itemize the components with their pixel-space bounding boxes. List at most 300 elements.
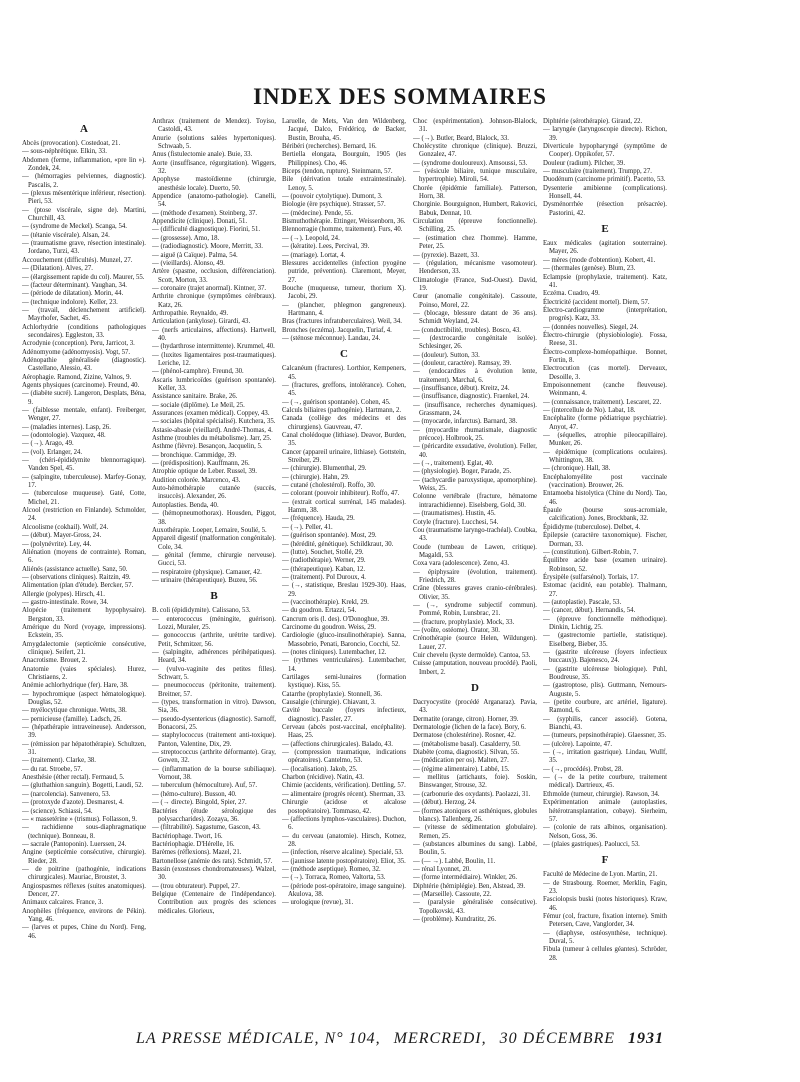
index-entry: — (→, traitement). Eglat, 40.	[413, 460, 494, 468]
index-entry: Électro-complexe-homéopathique. Bonnet, Fortin, 8.	[543, 348, 667, 364]
index-entry: Anacrotisme. Brouet, 2.	[22, 657, 88, 665]
index-entry: Cou (traumatisme laryngo-trachéal). Coubka, 43.	[413, 526, 537, 543]
index-entry: Anophèles (fréquence, environs de Pékin). Yang, 46.	[22, 907, 146, 923]
index-entry: Arthropathie. Reynaldo, 49.	[152, 309, 229, 317]
index-column-5	[543, 118, 667, 1043]
index-entry: Faculté de Médecine de Lyon. Martin, 21.	[543, 871, 658, 879]
index-entry: Assistance sanitaire. Brake, 26.	[152, 393, 238, 401]
index-entry: Eclampsie (prophylaxie, traitement). Katz, 41.	[543, 273, 667, 289]
index-entry: Cartilages semi-lunaires (formation kystique). Kiss, 55.	[282, 674, 406, 690]
index-entry: — (prédisposition). Kauffmann, 26.	[152, 460, 250, 468]
index-entry: — (rythmes ventriculaires). Lutembacher, 14.	[282, 657, 406, 673]
index-entry: — (technique indolore). Keller, 23.	[22, 298, 118, 306]
index-column-2	[152, 118, 276, 1043]
index-entry: — mères (mode d'obtention). Kobert, 41.	[543, 256, 656, 264]
index-entry: Calculs biliaires (pathogénie). Hartmann, 2.	[282, 407, 402, 414]
index-entry: — (polynévrite). Ley, 44.	[22, 540, 92, 548]
index-entry: Ascaris lumbricoïdes (guérison spontanée). Keller, 33.	[152, 376, 276, 392]
index-entry: Blennorragie (homme, traitement). Furs, 40.	[282, 226, 403, 234]
index-entry: — rachidienne sous-diaphragmatique (technique). Bonneau, 8.	[22, 824, 146, 840]
index-entry: Circulation (épreuve fonctionnelle). Schilling, 25.	[413, 218, 537, 234]
index-entry: — (colonie de rats albinos, organisation). Nelson, Goss, 36.	[543, 824, 667, 840]
index-entry: Angiospasmes réflexes (suites anatomiques). Dencer, 27.	[22, 882, 146, 898]
index-entry: — génital (femme, chirurgie nerveuse). Gucci, 53.	[152, 551, 276, 568]
index-entry: — (estimation chez l'homme). Hamme, Peter, 25.	[413, 234, 537, 251]
index-entry: — (→ de la petite courbure, traitement médical). Dartrieux, 45.	[543, 774, 667, 790]
index-entry: — (insuffisance, début). Kreitz, 24.	[413, 385, 510, 392]
index-entry: Cavité buccale (foyers infectieux, diagnostic). Passler, 27.	[282, 707, 406, 723]
index-entry: Electrocution (cas mortel). Derveaux, Desoille, 3.	[543, 365, 667, 381]
index-entry: — (guérison spontanée). Most, 29.	[282, 532, 377, 540]
index-entry: Abcès (provocation). Costedoat, 21.	[22, 140, 121, 147]
index-entry: Cœur (anomalie congénitale). Cassoute, Poinso, Morel, 22.	[413, 293, 537, 309]
index-entry: Bactériophagie. D'Hérelle, 16.	[152, 840, 235, 848]
index-entry: — gonococcus (arthrite, urétrite tardive). Petit, Schmitzer, 56.	[152, 632, 276, 648]
index-entry: Bartonellose (anémie des rats). Schmidt, 57.	[152, 857, 273, 865]
index-entry: Diverticule hypopharyngé (symptôme de Cooper). Oppikofer, 57.	[543, 143, 667, 159]
index-entry: — (médecine). Pende, 55.	[282, 209, 353, 217]
index-entry: — (chirurgie). Hahn, 29.	[282, 473, 350, 481]
index-entry: Biceps (tendon, rupture). Steinmann, 57.	[282, 168, 393, 176]
index-entry: Bouche (muqueuse, tumeur, thorium X). Jacobi, 29.	[282, 284, 406, 301]
index-entry: — aiguë (à Caïque). Palma, 54.	[152, 251, 238, 259]
index-entry: Asthme (fièvre). Besançon, Jacquelin, 5.	[152, 443, 263, 451]
index-entry: — (→, statistique, Breslau 1929-30). Haas, 29.	[282, 582, 406, 598]
index-entry: Laruelle, de Mets, Van den Wildenberg, Jacqué, Dalco, Frédéricq, de Backer, Bustin, Brouha, 45.	[282, 118, 406, 142]
index-entry: Catarrhe (prophylaxie). Stonnell, 36.	[282, 690, 383, 698]
index-entry: — (thermales (genèse). Blum, 23.	[543, 265, 636, 273]
index-entry: Assurances (examen médical). Coppey, 43.	[152, 410, 270, 418]
section-letter: A	[80, 123, 88, 135]
index-entry: — (hémo-culture). Busson, 40.	[152, 790, 237, 798]
index-entry: — (rémission par hépatothérapie). Schultzen, 31.	[22, 740, 146, 757]
index-entry: — (faiblesse mentale, enfant). Freiberger, Wenger, 27.	[22, 407, 146, 423]
index-entry: — (fréquence). Hauda, 29.	[282, 515, 355, 523]
index-entry: Dermatose (cholestérine). Rosner, 42.	[413, 732, 516, 740]
index-entry: — (connaissance, traitement). Lescaret, 22.	[543, 398, 662, 406]
index-entry: — (types, transformation in vitro). Dawson, Sia, 36.	[152, 699, 276, 715]
index-entry: — (paralysie généralisée consécutive). Topolkovski, 43.	[413, 899, 537, 915]
index-entry: — (chronique). Hall, 38.	[543, 465, 611, 473]
index-entry: — (problème). Kundratitz, 26.	[413, 915, 497, 923]
index-entry: — (intercellule de No). Labat, 18.	[543, 407, 636, 414]
index-entry: Aliénation (moyens de contrainte). Roman, 6.	[22, 548, 146, 565]
index-entry: — (voûte, ostéome). Orator, 30.	[413, 626, 500, 634]
index-entry: — (hérédité, génétique). Schildkraut, 30.	[282, 540, 394, 548]
index-entry: — (mariage). Lortat, 4.	[282, 251, 346, 259]
index-entry: — (gastrite ulcéreuse biologique). Puhl, Boudreuse, 35.	[543, 665, 667, 681]
index-entry: — du rat. Stroebe, 57.	[22, 765, 83, 773]
index-entry: Carcinome du goudron. Weiss, 29.	[282, 623, 376, 631]
index-entry: — (travail, déclenchement artificiel). Mayrhofer, Sachet, 45.	[22, 306, 146, 323]
index-entry: — (maladies internes). Lasp, 26.	[22, 423, 111, 431]
index-entry: Estomac (acidité, eau potable). Thalmann, 27.	[543, 582, 667, 598]
index-entry: Dacryocystite (procédé Arganaraz). Pavia, 43.	[413, 699, 537, 715]
index-entry: — colorant (pouvoir inhibiteur). Roffo, 47.	[282, 490, 400, 498]
index-entry: Cotyle (fracture). Lucchesi, 54.	[413, 518, 499, 526]
index-entry: Chorginie. Bourguignon, Humbert, Rakovici, Babuk, Dennat, 10.	[413, 201, 537, 217]
index-entry: — (traumatismes). Hustin, 45.	[413, 510, 496, 518]
index-entry: — (→). Arago, 49.	[22, 440, 74, 448]
index-entry: — (douleur). Sutton, 33.	[413, 351, 480, 359]
index-entry: — (radiothérapie). Werner, 29.	[282, 557, 366, 565]
index-entry: — cutané (cholestérol). Roffo, 30.	[282, 482, 376, 490]
index-entry: — du cerveau (anatomie). Hirsch, Kotnez, 28.	[282, 832, 406, 848]
index-entry: — enterococcus (méningite, guérison). Lozzi, Muraler, 25.	[152, 615, 276, 631]
index-entry: — (forme intermédiaire). Winkler, 26.	[413, 874, 518, 882]
index-entry: Alcoolisme (cokhail). Wolf, 24.	[22, 523, 109, 531]
index-entry: — (grossesse). Amo, 18.	[152, 234, 220, 242]
index-entry: — mellitus (artichauts, foie). Soskin, Binswanger, Strouse, 32.	[413, 774, 537, 790]
index-entry: — (autoplastie). Pascale, 53.	[543, 598, 622, 606]
index-entry: Canal cholédoque (lithiase). Deavor, Burden, 35.	[282, 432, 406, 448]
index-entry: — (→ directe). Bingold, Spier, 27.	[152, 799, 247, 807]
index-entry: Eaux médicales (agitation souterraine). Mayer, 26.	[543, 240, 667, 256]
index-entry: — (conductibilité, troubles). Bosco, 43.	[413, 326, 521, 334]
index-entry: — (syphilis, cancer associé). Gotena, Bianchi, 43.	[543, 715, 667, 732]
index-entry: Bismuthothérapie. Ettinger, Weissenborn, 36.	[282, 218, 406, 226]
index-entry: — (narcolencia). Sanvenero, 53.	[22, 790, 111, 798]
index-entry: — (données nouvelles). Siegel, 24.	[543, 323, 639, 331]
index-entry: — (salpingite, adhérences périhépatiques). Heard, 34.	[152, 648, 276, 665]
index-entry: — (radiodiagnostic). Moore, Merritt, 33.	[152, 243, 263, 251]
index-entry: Diphtérie (hémiplégie). Ben, Alstead, 39.	[413, 882, 526, 890]
index-entry: — (nerfs articulaires, affections). Hartwell, 40.	[152, 326, 276, 342]
index-entry: — (insuffisance, recherches dynamiques). Grassmann, 24.	[413, 401, 537, 418]
index-entry: — (compression traumatique, indications opératoires). Cantelmo, 53.	[282, 749, 406, 765]
index-entry: — (ptose viscérale, signe de). Martini, Churchill, 43.	[22, 206, 146, 223]
index-entry: Anurie (solutions salées hypertoniques). Schwaab, 5.	[152, 134, 276, 151]
index-entry: Climatologie (France, Sud-Ouest). David, 19.	[413, 276, 537, 292]
index-entry: — (odontologie). Vazquez, 48.	[22, 432, 106, 440]
index-entry: Crénothérapie (source Helen, Wildungen). Lauer, 27.	[413, 635, 537, 651]
index-entry: — (plancher, phlegmon gangreneux). Hartmann, 4.	[282, 301, 406, 317]
index-entry: Bactéries (étude sérologique des polysaccharides). Zozaya, 36.	[152, 807, 276, 823]
index-column-3	[282, 118, 406, 1043]
index-entry: Fasciolopsis buski (notes historiques). Kraw, 46.	[543, 896, 667, 912]
index-entry: — (plexus mésentérique inférieur, résection). Pieri, 53.	[22, 190, 146, 206]
index-entry: — (fracture, prophylaxie). Mock, 33.	[413, 618, 515, 626]
index-entry: — (traumatisme grave, résection intestinale). Jordano, Turzi, 43.	[22, 240, 146, 256]
index-column-1	[22, 118, 146, 1043]
index-entry: Dermatite (orange, citron). Horner, 39.	[413, 715, 519, 723]
index-entry: Alopécie (traitement hypophysaire). Bergston, 33.	[22, 607, 146, 623]
index-entry: Électricité (accident mortel). Diem, 57.	[543, 298, 650, 306]
index-entry: — « massetérine » (trismus). Follasson, 9.	[22, 815, 137, 823]
index-entry: Audition colorée. Marcenco, 43.	[152, 476, 241, 484]
index-entry: — streptococcus (arthrite déformante). Gray, Gowen, 32.	[152, 749, 276, 765]
index-entry: — (protoxyde d'azote). Desmarest, 4.	[22, 799, 124, 807]
index-entry: — (carbonurie des oxydants). Paolazzi, 31.	[413, 790, 531, 798]
index-entry: — (traitement). Clarke, 38.	[22, 757, 96, 765]
index-entry: — (kératite). Lees, Percival, 39.	[282, 243, 370, 251]
index-entry: — (Marseille). Cassoute, 22.	[413, 890, 492, 898]
index-entry: — (vésicule biliaire, tunique musculaire, hypertrophie). Miroli, 54.	[413, 168, 537, 184]
index-entry: Appareil digestif (malformation congénitale). Cole, 34.	[152, 535, 276, 551]
index-entry: — staphylococcus (traitement anti-toxique). Panton, Valentine, Dix, 29.	[152, 732, 276, 748]
index-entry: Électro-chirurgie (physiobiologie). Fossa, Reese, 31.	[543, 331, 667, 348]
index-entry: — (infection, réserve alcaline). Specialé, 53.	[282, 849, 404, 857]
section-letter: E	[601, 223, 609, 236]
index-entry: — (période de dilatation). Morin, 44.	[22, 290, 124, 298]
index-entry: — (extrait cortical surrénal, 145 malades). Hamm, 38.	[282, 498, 406, 515]
index-entry: — (médication per os). Malten, 27.	[413, 757, 509, 765]
index-entry: — (plaies gastriques). Paolucci, 53.	[543, 840, 640, 848]
index-entry: — (fractures, greffons, intolérance). Cohen, 45.	[282, 381, 406, 398]
index-entry: Allergie (polypes). Hirsch, 41.	[22, 590, 105, 598]
index-entry: — (petite courbure, arc artériel, ligature). Ramond, 6.	[543, 699, 667, 715]
index-entry: — épidémique (complications oculaires). Whittington, 38.	[543, 448, 667, 465]
index-entry: Calcanéum (fractures). Lorthior, Kempeners, 45.	[282, 365, 406, 381]
index-entry: Anthrax (traitement de Mendez). Toyiso, Castoldi, 43.	[152, 118, 276, 134]
index-entry: — (filtrabilité). Sagastume, Gascon, 43.	[152, 824, 261, 832]
index-entry: — (épreuve fonctionnelle méthodique). Dinkin, Lichtig, 25.	[543, 615, 667, 631]
index-entry: Béribéri (recherches). Bernard, 16.	[282, 143, 377, 151]
index-entry: — (physiologie). Boger, Parade, 25.	[413, 468, 512, 476]
index-entry: — sociales (hôpital spécialisé). Kutchera, 35.	[152, 418, 276, 426]
index-entry: — (science). Schiassi, 54.	[22, 807, 93, 815]
index-entry: Astasie-abasie (vieillard). André-Thomas, 4.	[152, 426, 273, 434]
index-entry: Adénopathie généralisée (diagnostic). Castellano, Alessio, 43.	[22, 356, 146, 373]
index-entry: — (diabète sucré). Langeron, Desplats, Béna, 9.	[22, 390, 146, 406]
index-entry: Aérophagie. Ramond, Zizine, Valnos, 9.	[22, 373, 132, 381]
index-entry: Artère (spasme, occlusion, différenciation). Scott, Morton, 33.	[152, 268, 276, 284]
index-entry: Articulation (ankylose). Girardi, 43.	[152, 318, 251, 326]
index-entry: — (hémorragies pelviennes, diagnostic). Pascalis, 2.	[22, 173, 146, 189]
index-entry: Épididyme (tuberculose). Delbet, 4.	[543, 523, 641, 531]
index-entry: — (chéri-épididymite blennorragique). Vanden Spel, 45.	[22, 457, 146, 473]
index-entry: — respiratoire (physique). Camauer, 42.	[152, 568, 262, 576]
index-entry: Abdomen (ferme, inflammation, «pre lin »). Zondek, 24.	[22, 156, 146, 173]
index-entry: — (localisation). Jakob, 25.	[282, 765, 358, 773]
index-entry: — (luxites ligamentaires post-traumatiques). Leriche, 12.	[152, 351, 276, 367]
footer-journal: LA PRESSE MÉDICALE, N° 104,	[135, 1030, 381, 1047]
index-entry: Cancrum oris (l. des). O'Donoghue, 39.	[282, 615, 390, 623]
index-entry: — rénal Lyonnet, 20.	[413, 865, 471, 873]
index-entry: — (métabolisme basal). Casalderry, 50.	[413, 740, 521, 748]
index-entry: — (gluthathion sanguin). Bogetti, Laudi, 52.	[22, 782, 144, 790]
index-entry: — (début). Herzog, 24.	[413, 799, 477, 807]
index-entry: Ethmoïde (tumeur, chirurgie). Rawson, 34.	[543, 790, 660, 798]
index-entry: Équilibre acide base (examen urinaire). Robinson, 52.	[543, 557, 667, 573]
index-entry: — (gastrite ulcéreuse (foyers infectieux buccaux)). Bajenesco, 24.	[543, 648, 667, 665]
index-entry: — (larves et pupes, Chine du Nord). Feng, 46.	[22, 924, 146, 940]
index-entry: Aliénés (assistance actuelle). Sanz, 50.	[22, 565, 128, 573]
index-entry: — (cancer, début). Hernandis, 54.	[543, 607, 636, 615]
index-entry: — (jaunisse latente postopératoire). Eliot, 35.	[282, 857, 406, 865]
index-entry: Coxa vara (adolescence). Zeno, 43.	[413, 560, 510, 568]
index-entry: — (difficulté diagnostique). Fiorini, 51.	[152, 226, 261, 234]
index-entry: — (→). Torraca, Romeo, Valtorta, 53.	[282, 874, 386, 882]
index-entry: — de poitrine (pathogénie, indications chirurgicales). Mauriac, Broustet, 3.	[22, 865, 146, 882]
index-entry: — (facteur déterminant). Vaughan, 34.	[22, 281, 127, 289]
index-entry: Appendicite (clinique). Donati, 51.	[152, 218, 248, 226]
index-entry: — pernicieuse (famille). Ladsch, 26.	[22, 715, 122, 723]
index-entry: — (régime alimentaire). Labbé, 15.	[413, 765, 510, 773]
index-entry: Expérimentation animale (autoplasties, hétérotransplantation, cobaye). Sierheim, 57.	[543, 799, 667, 823]
index-entry: — tuberculum (hémoculture). Auf, 57.	[152, 782, 258, 790]
index-entry: — (vulvo-vaginite des petites filles). Schwarr, 5.	[152, 665, 276, 681]
index-entry: — (dextrocardie congénitale isolée). Schlesinger, 26.	[413, 334, 537, 351]
index-entry: Électro-cardiogramme (interprétation, progrès). Katz, 33.	[543, 306, 667, 323]
index-entry: Appendice (anatomo-pathologie). Canelli, 54.	[152, 193, 276, 209]
index-entry: — myélocytique chronique. Wetts, 38.	[22, 707, 127, 715]
index-entry: B. coli (épididymite). Calissano, 53.	[152, 607, 251, 615]
index-entry: Barèmes (réflexions). Mazel, 21.	[152, 849, 242, 857]
index-entry: Auto-hémothérapie cutanée (succès, insuccès). Alexander, 26.	[152, 485, 276, 501]
index-entry: Colonne vertébrale (fracture, hématome intrarachidienne). Eiselsberg, Gold, 30.	[413, 493, 537, 509]
index-entry: Crâne (blessures graves cranio-cérébrales). Olivier, 35.	[413, 585, 537, 601]
index-entry: — gastro-intestinale. Rowe, 34.	[22, 598, 109, 606]
index-entry: Agents physiques (carcinome). Freund, 40.	[22, 381, 140, 389]
index-entry: Chorée (épidémie familiale). Patterson, Horn, 38.	[413, 184, 537, 201]
index-entry: Coude (tumbeau de Lawen, critique). Magaldi, 53.	[413, 543, 537, 559]
index-entry: Bertiella elongata, Bourguin, 1905 (les Philippines). Cho, 46.	[282, 151, 406, 167]
index-entry: Canada (collège des médecins et des chirurgiens). Gauvreau, 47.	[282, 415, 406, 431]
index-entry: Aorte (insuffisance, régurgitation). Wiggers, 32.	[152, 159, 276, 176]
index-entry: — (vieillards). Alonso, 49.	[152, 259, 225, 267]
index-entry: — (hémopneumothorax). Housden, Piggot, 38.	[152, 510, 276, 526]
index-entry: — pneumococcus (péritonite, traitement). Breitner, 57.	[152, 682, 276, 698]
index-entry: — (traitement). Pol Duroux, 4.	[282, 573, 367, 581]
index-entry: Achlorhydrie (conditions pathologiques secondaires). Eggleston, 33.	[22, 323, 146, 339]
index-entry: — (affections lymphos-vasculaires). Duchon, 6.	[282, 815, 406, 832]
index-entry: — laryngée (laryngoscopie directe). Richon, 39.	[543, 126, 667, 142]
index-entry: — (thérapeutique). Kaban, 12.	[282, 565, 366, 573]
index-entry: Dermatologie (lichen de la face). Bory, 6.	[413, 724, 526, 732]
index-entry: — (formes atoniques et asthéniques, globules blancs). Tallenberg, 26.	[413, 807, 537, 823]
index-entry: Choc (expérimentation). Johnson-Blalock, 31.	[413, 118, 537, 134]
index-entry: Empoisonnement (canche fleuveuse). Weinmann, 4.	[543, 381, 667, 398]
index-entry: Anesthésie (éther rectal). Fermaud, 5.	[22, 774, 125, 782]
index-entry: Épilepsie (caractère taxonomique). Fischer, Dorman, 33.	[543, 532, 667, 548]
index-entry: Fémur (col, fracture, fixation interne). Smith Petersen, Cave, Vanglorder, 34.	[543, 912, 667, 929]
index-entry: — (gastroptose, plis). Guttmann, Nemours-Auguste, 5.	[543, 682, 667, 698]
index-entry: Bile (dérivation totale extraintestinale). Lenoy, 5.	[282, 176, 406, 192]
section-letter: B	[210, 590, 218, 603]
index-entry: — (vol). Erlanger, 24.	[22, 448, 83, 456]
index-entry: Cuisse (amputation, nouveau procédé). Paoli, Imbert, 2.	[413, 660, 537, 676]
index-entry: Belgique (Centenaire de l'indépendance). Contribution aux progrès des sciences médicales. Glorieux,	[152, 890, 276, 915]
page-footer	[0, 1030, 800, 1048]
index-entry: Arthrite chronique (symptômes cérébraux). Katz, 26.	[152, 293, 276, 309]
index-entry: Douleur (radium). Pilcher, 39.	[543, 159, 626, 167]
index-entry: Duodénum (carcinome primitif). Pacetto, 53.	[543, 176, 666, 184]
index-entry: — (vitesse de sédimentation globulaire). Remen, 25.	[413, 824, 537, 840]
index-entry: — (hépathérapie intraveineuse). Andersson, 39.	[22, 724, 146, 740]
index-entry: Blessures accidentelles (infection pyogène putride, prévention). Claremont, Meyer, 27.	[282, 259, 406, 284]
index-entry: — alimentaire (progrès récent). Sherman, 33.	[282, 790, 406, 798]
index-entry: Encéphalomyélite post vaccinale (vaccination). Brouwer, 26.	[543, 473, 667, 490]
index-entry: Bassin (exostoses chondromateuses). Walzel, 30.	[152, 865, 276, 882]
page-title: INDEX DES SOMMAIRES	[253, 84, 547, 109]
index-entry: — (affections chirurgicales). Balado, 43.	[282, 740, 393, 748]
index-entry: — sociale (diplôme). Le Meil, 25.	[152, 401, 245, 409]
index-entry: — (tumeurs, pepsinothérapie). Glaessner, 35.	[543, 732, 667, 740]
index-entry: Cholécystite chronique (clinique). Bruzzi, Gonzalez, 47.	[413, 143, 537, 159]
index-entry: Acrodynie (conception). Peru, Jarricot, 3.	[22, 340, 135, 348]
index-entry: Dysenterie amibienne (complications). Honsell, 44.	[543, 184, 667, 201]
index-entry: Anémie achlorhydrique (fer). Hare, 38.	[22, 682, 129, 690]
index-entry: — musculaire (traitement). Trumpp, 27.	[543, 168, 652, 176]
index-entry: Bras (fractures infratuberculaires). Weil, 34.	[282, 318, 402, 326]
index-entry: Biologie (ère psychique). Strasser, 57.	[282, 201, 386, 209]
section-letter: D	[471, 682, 479, 695]
index-entry: — (insuffisance, diagnostic). Fraenkel, 24.	[413, 393, 530, 401]
index-entry: Anus (fistulectomie anale). Buie, 33.	[152, 151, 253, 159]
index-entry: — sacrale (Pantoponin). Luerssen, 24.	[22, 840, 127, 848]
index-entry: — (→). Peller, 41.	[282, 523, 333, 531]
index-entry: — (→, procédés). Probst, 28.	[543, 765, 624, 773]
index-entry: Érysipèle (sulfarsénol). Torlais, 17.	[543, 573, 639, 581]
section-letter: F	[601, 854, 609, 867]
index-entry: — (— →). Labbé, Boulin, 11.	[413, 857, 496, 865]
index-entry: — (→). Butler, Beard, Blalock, 33.	[413, 134, 509, 142]
index-entry: Bactériophage. Twort, 16.	[152, 832, 223, 840]
index-entry: — (régulation, mécanisme vasomoteur). Henderson, 33.	[413, 259, 537, 276]
index-entry: Atrophie optique de Leber. Russel, 39.	[152, 468, 257, 476]
index-entry: — (myocarde, infarctus). Barnard, 38.	[413, 418, 518, 426]
index-entry: — urinaire (thérapeutique). Buzeu, 56.	[152, 576, 258, 584]
index-entry: — (syndrome douloureux). Amsoussi, 53.	[413, 159, 528, 167]
footer-date: 30 DÉCEMBRE	[499, 1030, 616, 1047]
index-entry: Adénomyome (adénomyosis). Vogt, 57.	[22, 348, 131, 356]
index-entry: — (tachycardie paroxystique, apomorphine). Weiss, 25.	[413, 476, 537, 493]
index-entry: — (période post-opératoire, image sanguine). Akulova, 38.	[282, 882, 406, 898]
index-entry: — (méthode d'examen). Steinberg, 37.	[152, 209, 258, 217]
index-entry: Autoplasties. Benda, 40.	[152, 501, 219, 509]
section-letter: C	[340, 348, 348, 361]
index-entry: — (méthode aseptique). Romeo, 32.	[282, 865, 381, 873]
index-entry: — épiphysaire (évolution, traitement). Friedrich, 28.	[413, 568, 537, 584]
index-entry: Chimie (accidents, vérification). Dettling, 57.	[282, 782, 406, 790]
index-entry: — (hydarthrose intermittente). Krummel, 40.	[152, 343, 275, 351]
index-entry: — (→, irritation gastrique). Lindau, Wullf, 35.	[543, 749, 667, 765]
index-entry: — (myocardite rhumatismale, diagnostic précoce). Holbrook, 25.	[413, 426, 537, 443]
index-entry: Apophyse mastoïdienne (chirurgie, anesthésie locale). Duerto, 50.	[152, 176, 276, 192]
index-entry: Alcool (restriction en Finlande). Schmolder, 24.	[22, 507, 146, 523]
index-entry: — coronaire (trajet anormal). Kintner, 37.	[152, 284, 267, 292]
index-entry: — (Dilatation). Alves, 27.	[22, 265, 93, 273]
index-entry: Chirurgie (acidose et alcalose postopératoire). Tommaso, 42.	[282, 799, 406, 815]
index-entry: Causalgie (chirurgie). Chiavant, 3.	[282, 699, 376, 707]
index-entry: — (pyrexie). Bazett, 33.	[413, 251, 480, 259]
index-entry: — (sténose méconnue). Landau, 24.	[282, 334, 381, 342]
index-entry: — du goudron. Ertazzi, 54.	[282, 607, 357, 615]
index-entry: Charbon (récidive). Natin, 43.	[282, 774, 364, 782]
index-entry: — hypochromique (aspect hématologique). Douglas, 52.	[22, 690, 146, 707]
index-entry: — (→, syndrome subjectif commun). Pommé, Robin, Lunsbrac, 21.	[413, 601, 537, 618]
index-entry: Amygdalectomie (septicémie consécutive, clinique). Seifert, 21.	[22, 640, 146, 656]
index-entry: Dysménorrhée (résection présacrée). Pastorini, 42.	[543, 201, 667, 217]
index-entry: Diabète (coma, diagnostic). Silvan, 55.	[413, 749, 520, 757]
index-entry: — (substances albumines du sang). Labbé, Boulin, 5.	[413, 840, 537, 857]
index-entry: — (observations cliniques). Raitzin, 49.	[22, 573, 131, 581]
index-entry: — (blocage, blessure datant de 36 ans). Schmidt Weyland, 24.	[413, 309, 537, 326]
index-entry: — (notes cliniques). Lutembacher, 12.	[282, 648, 387, 656]
index-entry: — urologique (revue), 31.	[282, 899, 354, 907]
footer-year: 1931	[628, 1030, 665, 1047]
index-entry: Alimentation (plan d'étude). Bercker, 57.	[22, 582, 134, 590]
index-entry: Épaule (bourse sous-acromiale, calcification). Jones, Brockbank, 32.	[543, 507, 667, 523]
index-entry: — (pouvoir cytolytique). Dumont, 3.	[282, 193, 383, 201]
index-entry: Auxothérapie. Loeper, Lemaire, Soulié, 5.	[152, 526, 267, 534]
index-entry: — (tétanie viscérale). Alsan, 24.	[22, 231, 110, 239]
index-entry: Amérique du Nord (voyage, impressions). Eckstein, 35.	[22, 623, 146, 640]
index-entry: — (phénol-camphre). Freund, 30.	[152, 368, 244, 376]
index-entry: — sous-néphrétique. Elkin, 33.	[22, 148, 107, 156]
index-entry: — (douleur, caractère). Ramsay, 39.	[413, 359, 512, 367]
